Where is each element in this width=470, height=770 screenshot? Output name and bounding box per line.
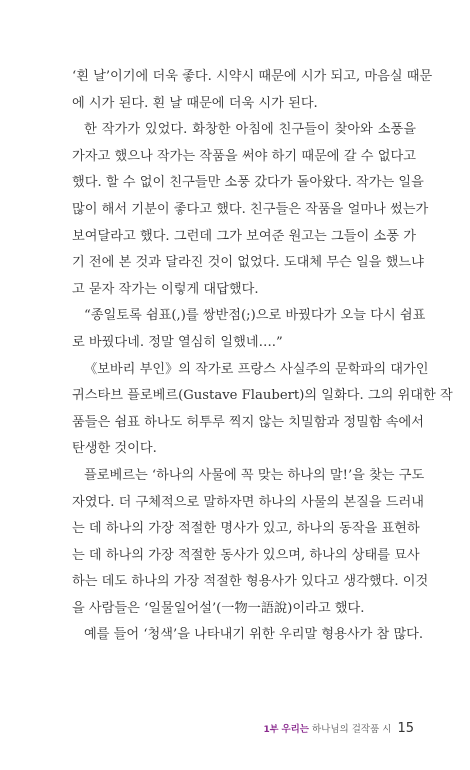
- text-line: 보여달라고 했다. 그런데 그가 보여준 원고는 그들이 소풍 가: [72, 228, 416, 244]
- text-line: 기 전에 본 것과 달라진 것이 없었다. 도대체 무슨 일을 했느냐: [72, 255, 424, 271]
- text-line: 는 데 하나의 가장 적절한 명사가 있고, 하나의 동작을 표현하: [72, 521, 420, 537]
- text-line: 귀스타브 플로베르(Gustave Flaubert)의 일화다. 그의 위대한 작: [72, 388, 453, 404]
- text-line: 품들은 쉼표 하나도 허투루 찍지 않는 치밀함과 정밀함 속에서: [72, 414, 425, 430]
- text-line: 했다. 할 수 없이 친구들만 소풍 갔다가 돌아왔다. 작가는 일을: [72, 175, 424, 191]
- text-line: 고 묻자 작가는 이렇게 대답했다.: [72, 281, 259, 297]
- body-text: [72, 64, 453, 649]
- text-line: 로 바꿨다네. 정말 열심히 일했네….”: [72, 334, 283, 350]
- text-line: 가자고 했으나 작가는 작품을 써야 하기 때문에 갈 수 없다고: [72, 148, 416, 164]
- text-line: 에 시가 된다. 흰 날 때문에 더욱 시가 된다.: [72, 95, 318, 111]
- text-line: 많이 해서 기분이 좋다고 했다. 친구들은 작품을 얼마나 썼는가: [72, 201, 429, 217]
- text-line: 을 사람들은 ‘일물일어설’(一物一語說)이라고 했다.: [72, 600, 365, 616]
- text-line: 한 작가가 있었다. 화창한 아침에 친구들이 찾아와 소풍을: [84, 122, 416, 138]
- text-line: 탄생한 것이다.: [72, 441, 157, 457]
- page-number: 15: [397, 721, 414, 736]
- part-marker: 1부: [263, 725, 279, 735]
- running-title-rest: 하나님의 걸작품 시: [308, 724, 392, 735]
- text-line: 예를 들어 ‘청색’을 나타내기 위한 우리말 형용사가 참 많다.: [84, 627, 424, 643]
- running-title: [281, 721, 391, 735]
- text-line: 하는 데도 하나의 가장 적절한 형용사가 있다고 생각했다. 이것: [72, 574, 429, 590]
- text-line: “종일토록 쉼표(,)를 쌍반점(;)으로 바꿨다가 오늘 다시 쉼표: [84, 308, 426, 324]
- text-line: 플로베르는 ‘하나의 사물에 꼭 맞는 하나의 말!’을 찾는 구도: [84, 467, 425, 483]
- text-line: ‘흰 날’이기에 더욱 좋다. 시약시 때문에 시가 되고, 마음실 때문: [72, 69, 433, 84]
- text-line: 《보바리 부인》의 작가로 프랑스 사실주의 문학파의 대가인: [84, 361, 429, 377]
- page-footer: [263, 721, 414, 741]
- running-title-emphasis: 우리는: [281, 724, 309, 735]
- text-line: 는 데 하나의 가장 적절한 동사가 있으며, 하나의 상태를 묘사: [72, 547, 420, 563]
- text-line: 자였다. 더 구체적으로 말하자면 하나의 사물의 본질을 드러내: [72, 494, 425, 510]
